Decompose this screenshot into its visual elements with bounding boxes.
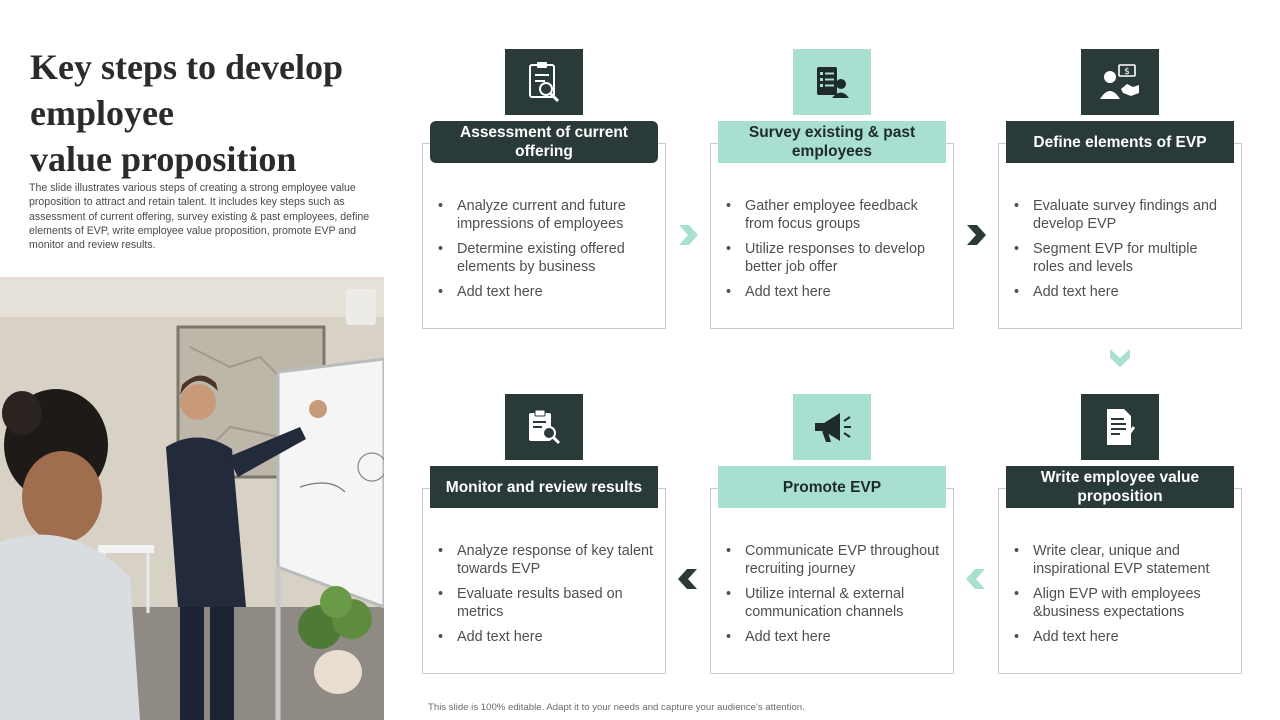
bullet-item: • Utilize internal & external communication channels [726, 585, 942, 621]
step-icon-box [1081, 49, 1159, 115]
step-heading: Assessment of current offering [430, 121, 658, 163]
step-icon-box [793, 394, 871, 460]
slide-title [30, 44, 390, 182]
clipboard-magnifier-icon [527, 61, 561, 103]
title-line-2: employee [30, 93, 174, 133]
step-icon-box [505, 49, 583, 115]
slide-footer-note: This slide is 100% editable. Adapt it to your needs and capture your audience's attention. [428, 702, 805, 713]
report-magnifier-icon [526, 409, 562, 445]
bullet-item: • Add text here [438, 283, 654, 301]
chevron-left-icon [676, 567, 700, 591]
step-promote-evp [710, 394, 954, 694]
step-write-employee-value-proposition [998, 394, 1242, 694]
bullet-item: • Add text here [726, 283, 942, 301]
bullet-item: • Evaluate survey findings and develop EVP [1014, 197, 1230, 233]
step-bullets [726, 542, 942, 653]
step-bullets [438, 542, 654, 653]
step-icon-box [1081, 394, 1159, 460]
person-money-handshake-icon [1099, 63, 1141, 101]
bullet-item: • Evaluate results based on metrics [438, 585, 654, 621]
step-icon-box [793, 49, 871, 115]
svg-text:$: $ [1124, 67, 1130, 77]
step-bullets [1014, 542, 1230, 653]
step-icon-box [505, 394, 583, 460]
chevron-right-icon [676, 223, 700, 247]
step-define-elements-of-evp [998, 49, 1242, 349]
office-presentation-photo [0, 277, 384, 720]
bullet-item: • Utilize responses to develop better job offer [726, 240, 942, 276]
slide-description: The slide illustrates various steps of creating a strong employee value proposition to attract and retain talent. It includes key steps such as assessment of current offering, survey existing & past employees, define elements of EVP, write employee value proposition, promote EVP and monitor and review results. [29, 182, 370, 252]
step-monitor-and-review-results [422, 394, 666, 694]
bullet-item: • Determine existing offered elements by business [438, 240, 654, 276]
step-heading: Promote EVP [718, 466, 946, 508]
bullet-item: • Add text here [726, 628, 942, 646]
title-line-3: value proposition [30, 139, 297, 179]
bullet-item: • Segment EVP for multiple roles and levels [1014, 240, 1230, 276]
step-heading: Monitor and review results [430, 466, 658, 508]
title-line-1: Key steps to develop [30, 47, 343, 87]
bullet-item: • Analyze current and future impressions of employees [438, 197, 654, 233]
step-heading: Define elements of EVP [1006, 121, 1234, 163]
step-heading: Write employee value proposition [1006, 466, 1234, 508]
step-bullets [438, 197, 654, 308]
document-pen-icon [1104, 407, 1136, 447]
bullet-item: • Gather employee feedback from focus groups [726, 197, 942, 233]
bullet-item: • Write clear, unique and inspirational EVP statement [1014, 542, 1230, 578]
step-survey-existing-past-employees [710, 49, 954, 349]
bullet-item: • Add text here [1014, 283, 1230, 301]
bullet-item: • Align EVP with employees &business expectations [1014, 585, 1230, 621]
bullet-item: • Communicate EVP throughout recruiting journey [726, 542, 942, 578]
step-assessment-of-current-offering [422, 49, 666, 349]
chevron-right-icon [964, 223, 988, 247]
bullet-item: • Add text here [438, 628, 654, 646]
bullet-item: • Add text here [1014, 628, 1230, 646]
megaphone-icon [812, 409, 852, 445]
step-bullets [1014, 197, 1230, 308]
survey-checklist-person-icon [815, 64, 849, 100]
step-heading: Survey existing & past employees [718, 121, 946, 163]
bullet-item: • Analyze response of key talent towards EVP [438, 542, 654, 578]
chevron-down-icon [1108, 346, 1132, 370]
step-bullets [726, 197, 942, 308]
chevron-left-icon [964, 567, 988, 591]
